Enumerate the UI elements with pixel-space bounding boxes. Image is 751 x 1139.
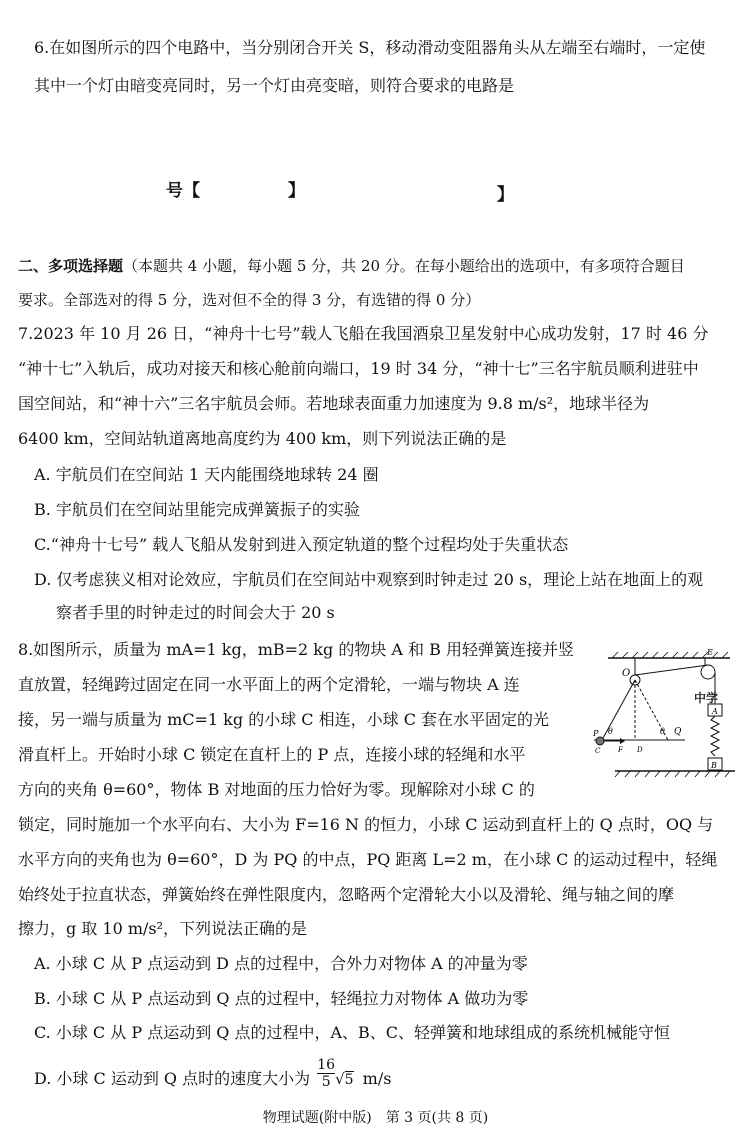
label-a: A	[712, 707, 718, 716]
q7-option-c: C.“神舟十七号” 载人飞船从发射到进入预定轨道的整个过程均处于失重状态	[34, 535, 569, 554]
answer-bracket-close-1: 】	[288, 181, 305, 201]
q8-line-3: 接，另一端与质量为 mC=1 kg 的小球 C 相连，小球 C 套在水平固定的光	[18, 710, 550, 729]
label-d: D	[637, 746, 643, 754]
q8-line-7: 水平方向的夹角也为 θ=60°，D 为 PQ 的中点，PQ 距离 L=2 m，在小球 C 的运动过程中，轻绳	[18, 850, 718, 869]
q8-line-1: 8.如图所示，质量为 mA=1 kg，mB=2 kg 的物块 A 和 B 用轻弹簧连接并竖	[18, 640, 574, 659]
section-header	[18, 256, 685, 276]
label-b: B	[711, 761, 717, 770]
q8-line-8: 始终处于拉直状态，弹簧始终在弹性限度内，忽略两个定滑轮大小以及滑轮、绳与轴之间的摩	[18, 885, 675, 904]
speed-fraction	[317, 1057, 335, 1090]
q8-option-c: C. 小球 C 从 P 点运动到 Q 点的过程中，A、B、C、轻弹簧和地球组成的系统机械能守恒	[34, 1023, 671, 1042]
q8-option-b: B. 小球 C 从 P 点运动到 Q 点的过程中，轻绳拉力对物体 A 做功为零	[34, 989, 529, 1008]
q7-option-d-line-1: D. 仅考虑狭义相对论效应，宇航员们在空间站中观察到时钟走过 20 s，理论上站在地面上的观	[34, 570, 704, 589]
label-p: P	[593, 729, 599, 738]
answer-bracket-open: 号【	[166, 181, 200, 201]
label-e: E	[707, 648, 713, 657]
q7-option-b: B. 宇航员们在空间站里能完成弹簧振子的实验	[34, 500, 360, 519]
speed-unit: m/s	[362, 1069, 392, 1088]
label-o: O	[622, 668, 631, 679]
sqrt-radicand: 5	[344, 1072, 354, 1088]
ball-c	[596, 737, 604, 745]
q6-line-2: 其中一个灯由暗变亮同时，另一个灯由亮变暗，则符合要求的电路是	[34, 76, 515, 95]
answer-bracket-close-2: 】	[497, 185, 514, 205]
section-title: 二、多项选择题	[18, 257, 124, 275]
label-c: C	[595, 747, 601, 755]
section-desc-2: 要求。全部选对的得 5 分，选对但不全的得 3 分，有选错的得 0 分）	[18, 291, 481, 309]
q7-line-4: 6400 km，空间站轨道离地高度约为 400 km，则下列说法正确的是	[18, 429, 507, 448]
fraction-denominator: 5	[321, 1074, 331, 1090]
page-footer: 物理试题(附中版) 第 3 页(共 8 页)	[262, 1110, 489, 1126]
q6-line-1: 6.在如图所示的四个电路中，当分别闭合开关 S，移动滑动变阻器角头从左端至右端时，一定使	[34, 38, 706, 57]
label-q: Q	[674, 727, 682, 737]
q8-option-d	[34, 1057, 391, 1099]
q8-option-d-text: D. 小球 C 运动到 Q 点时的速度大小为	[34, 1069, 311, 1088]
sqrt-sign: √	[335, 1070, 345, 1088]
q7-line-2: “神十七”入轨后，成功对接天和核心舱前向端口，19 时 34 分，“神十七”三名宇航员顺利进驻中	[18, 359, 699, 378]
q7-option-a: A. 宇航员们在空间站 1 天内能围绕地球转 24 圈	[34, 465, 379, 484]
q8-line-4: 滑直杆上。开始时小球 C 锁定在直杆上的 P 点，连接小球的轻绳和水平	[18, 745, 526, 764]
section-desc-1: （本题共 4 小题，每小题 5 分，共 20 分。在每小题给出的选项中，有多项符合题目	[123, 257, 685, 275]
q8-line-9: 擦力，g 取 10 m/s²，下列说法正确的是	[18, 919, 308, 938]
pulley-e	[701, 665, 715, 679]
label-theta-1: θ	[608, 727, 613, 736]
fraction-numerator: 16	[317, 1057, 336, 1073]
q8-line-5: 方向的夹角 θ=60°，物体 B 对地面的压力恰好为零。现解除对小球 C 的	[18, 780, 535, 799]
q8-pulley-figure	[590, 640, 740, 790]
label-theta-2: θ	[660, 727, 665, 736]
q7-option-d-line-2: 察者手里的时钟走过的时间会大于 20 s	[56, 603, 335, 622]
label-f: F	[618, 746, 623, 754]
q8-line-2: 直放置，轻绳跨过固定在同一水平面上的两个定滑轮，一端与物块 A 连	[18, 675, 520, 694]
watermark-stamp: 中学	[694, 691, 719, 705]
q8-line-6: 锁定，同时施加一个水平向右、大小为 F=16 N 的恒力，小球 C 运动到直杆上的 Q 点时，OQ 与	[18, 815, 714, 834]
q8-option-a: A. 小球 C 从 P 点运动到 D 点的过程中，合外力对物体 A 的冲量为零	[34, 954, 528, 973]
q7-line-3: 国空间站，和“神十六”三名宇航员会师。若地球表面重力加速度为 9.8 m/s²，地球半径为	[18, 394, 650, 413]
spring	[711, 716, 719, 756]
q7-line-1: 7.2023 年 10 月 26 日，“神舟十七号”载人飞船在我国酒泉卫星发射中心成功发射，17 时 46 分	[18, 324, 709, 343]
